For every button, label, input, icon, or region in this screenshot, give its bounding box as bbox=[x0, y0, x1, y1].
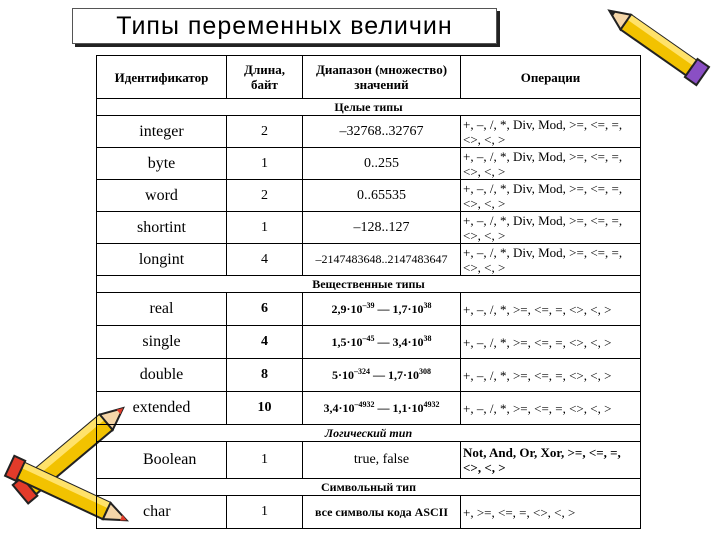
type-id: word bbox=[97, 180, 227, 212]
section-label-real: Вещественные типы bbox=[97, 276, 641, 293]
section-row-real bbox=[97, 276, 641, 293]
type-operations: +, –, /, *, >=, <=, =, <>, <, > bbox=[461, 359, 641, 392]
header-operations: Операции bbox=[461, 56, 641, 99]
table-row bbox=[97, 392, 641, 425]
section-row-integer bbox=[97, 99, 641, 116]
table-row bbox=[97, 326, 641, 359]
type-id: longint bbox=[97, 244, 227, 276]
type-operations: +, –, /, *, Div, Mod, >=, <=, =, <>, <, > bbox=[461, 244, 641, 276]
type-range: true, false bbox=[303, 442, 461, 479]
type-length: 1 bbox=[227, 496, 303, 529]
type-range: 0..65535 bbox=[303, 180, 461, 212]
type-id: integer bbox=[97, 116, 227, 148]
type-operations: +, –, /, *, >=, <=, =, <>, <, > bbox=[461, 293, 641, 326]
types-table bbox=[96, 55, 641, 529]
table-row bbox=[97, 212, 641, 244]
type-operations: +, –, /, *, Div, Mod, >=, <=, =, <>, <, > bbox=[461, 212, 641, 244]
table-row bbox=[97, 442, 641, 479]
type-length: 4 bbox=[227, 244, 303, 276]
type-length: 6 bbox=[227, 293, 303, 326]
type-length: 4 bbox=[227, 326, 303, 359]
table-row bbox=[97, 359, 641, 392]
header-identifier: Идентификатор bbox=[97, 56, 227, 99]
type-id: double bbox=[97, 359, 227, 392]
table-row bbox=[97, 244, 641, 276]
type-length: 2 bbox=[227, 180, 303, 212]
type-length: 10 bbox=[227, 392, 303, 425]
type-length: 1 bbox=[227, 212, 303, 244]
type-id: char bbox=[97, 496, 227, 529]
table-row bbox=[97, 180, 641, 212]
header-range: Диапазон (множество) значений bbox=[303, 56, 461, 99]
table-row bbox=[97, 293, 641, 326]
type-length: 2 bbox=[227, 116, 303, 148]
type-operations: +, –, /, *, Div, Mod, >=, <=, =, <>, <, > bbox=[461, 148, 641, 180]
type-id: byte bbox=[97, 148, 227, 180]
type-range: все символы кода ASCII bbox=[303, 496, 461, 529]
header-row bbox=[97, 56, 641, 99]
type-operations: +, –, /, *, Div, Mod, >=, <=, =, <>, <, > bbox=[461, 180, 641, 212]
type-operations: +, –, /, *, >=, <=, =, <>, <, > bbox=[461, 326, 641, 359]
type-id: single bbox=[97, 326, 227, 359]
type-operations: +, –, /, *, >=, <=, =, <>, <, > bbox=[461, 392, 641, 425]
type-id: Boolean bbox=[97, 442, 227, 479]
type-length: 1 bbox=[227, 148, 303, 180]
table-row bbox=[97, 116, 641, 148]
type-range: 0..255 bbox=[303, 148, 461, 180]
type-operations: +, –, /, *, Div, Mod, >=, <=, =, <>, <, > bbox=[461, 116, 641, 148]
type-range: –32768..32767 bbox=[303, 116, 461, 148]
section-row-char bbox=[97, 479, 641, 496]
type-range: –128..127 bbox=[303, 212, 461, 244]
page-title bbox=[72, 8, 497, 44]
type-range: $1,5\cdot 10^{-45}$ — $3,4\cdot 10^{38}$ bbox=[303, 326, 461, 359]
section-row-logical bbox=[97, 425, 641, 442]
type-id: extended bbox=[97, 392, 227, 425]
header-length: Длина, байт bbox=[227, 56, 303, 99]
type-id: real bbox=[97, 293, 227, 326]
type-length: 8 bbox=[227, 359, 303, 392]
type-range: $2,9\cdot 10^{-39}$ — $1,7\cdot 10^{38}$ bbox=[303, 293, 461, 326]
page-title-text: Типы переменных величин bbox=[116, 12, 453, 40]
table-row bbox=[97, 496, 641, 529]
section-label-logical: Логический тип bbox=[97, 425, 641, 442]
type-range: $3,4\cdot 10^{-4932}$ — $1,1\cdot 10^{4932}$ bbox=[303, 392, 461, 425]
type-range: –2147483648..2147483647 bbox=[303, 244, 461, 276]
section-label-integer: Целые типы bbox=[97, 99, 641, 116]
type-range: $5\cdot 10^{-324}$ — $1,7\cdot 10^{308}$ bbox=[303, 359, 461, 392]
type-operations: Not, And, Or, Xor, >=, <=, =, <>, <, > bbox=[461, 442, 641, 479]
type-operations: +, >=, <=, =, <>, <, > bbox=[461, 496, 641, 529]
type-length: 1 bbox=[227, 442, 303, 479]
type-id: shortint bbox=[97, 212, 227, 244]
section-label-char: Символьный тип bbox=[97, 479, 641, 496]
table-row bbox=[97, 148, 641, 180]
